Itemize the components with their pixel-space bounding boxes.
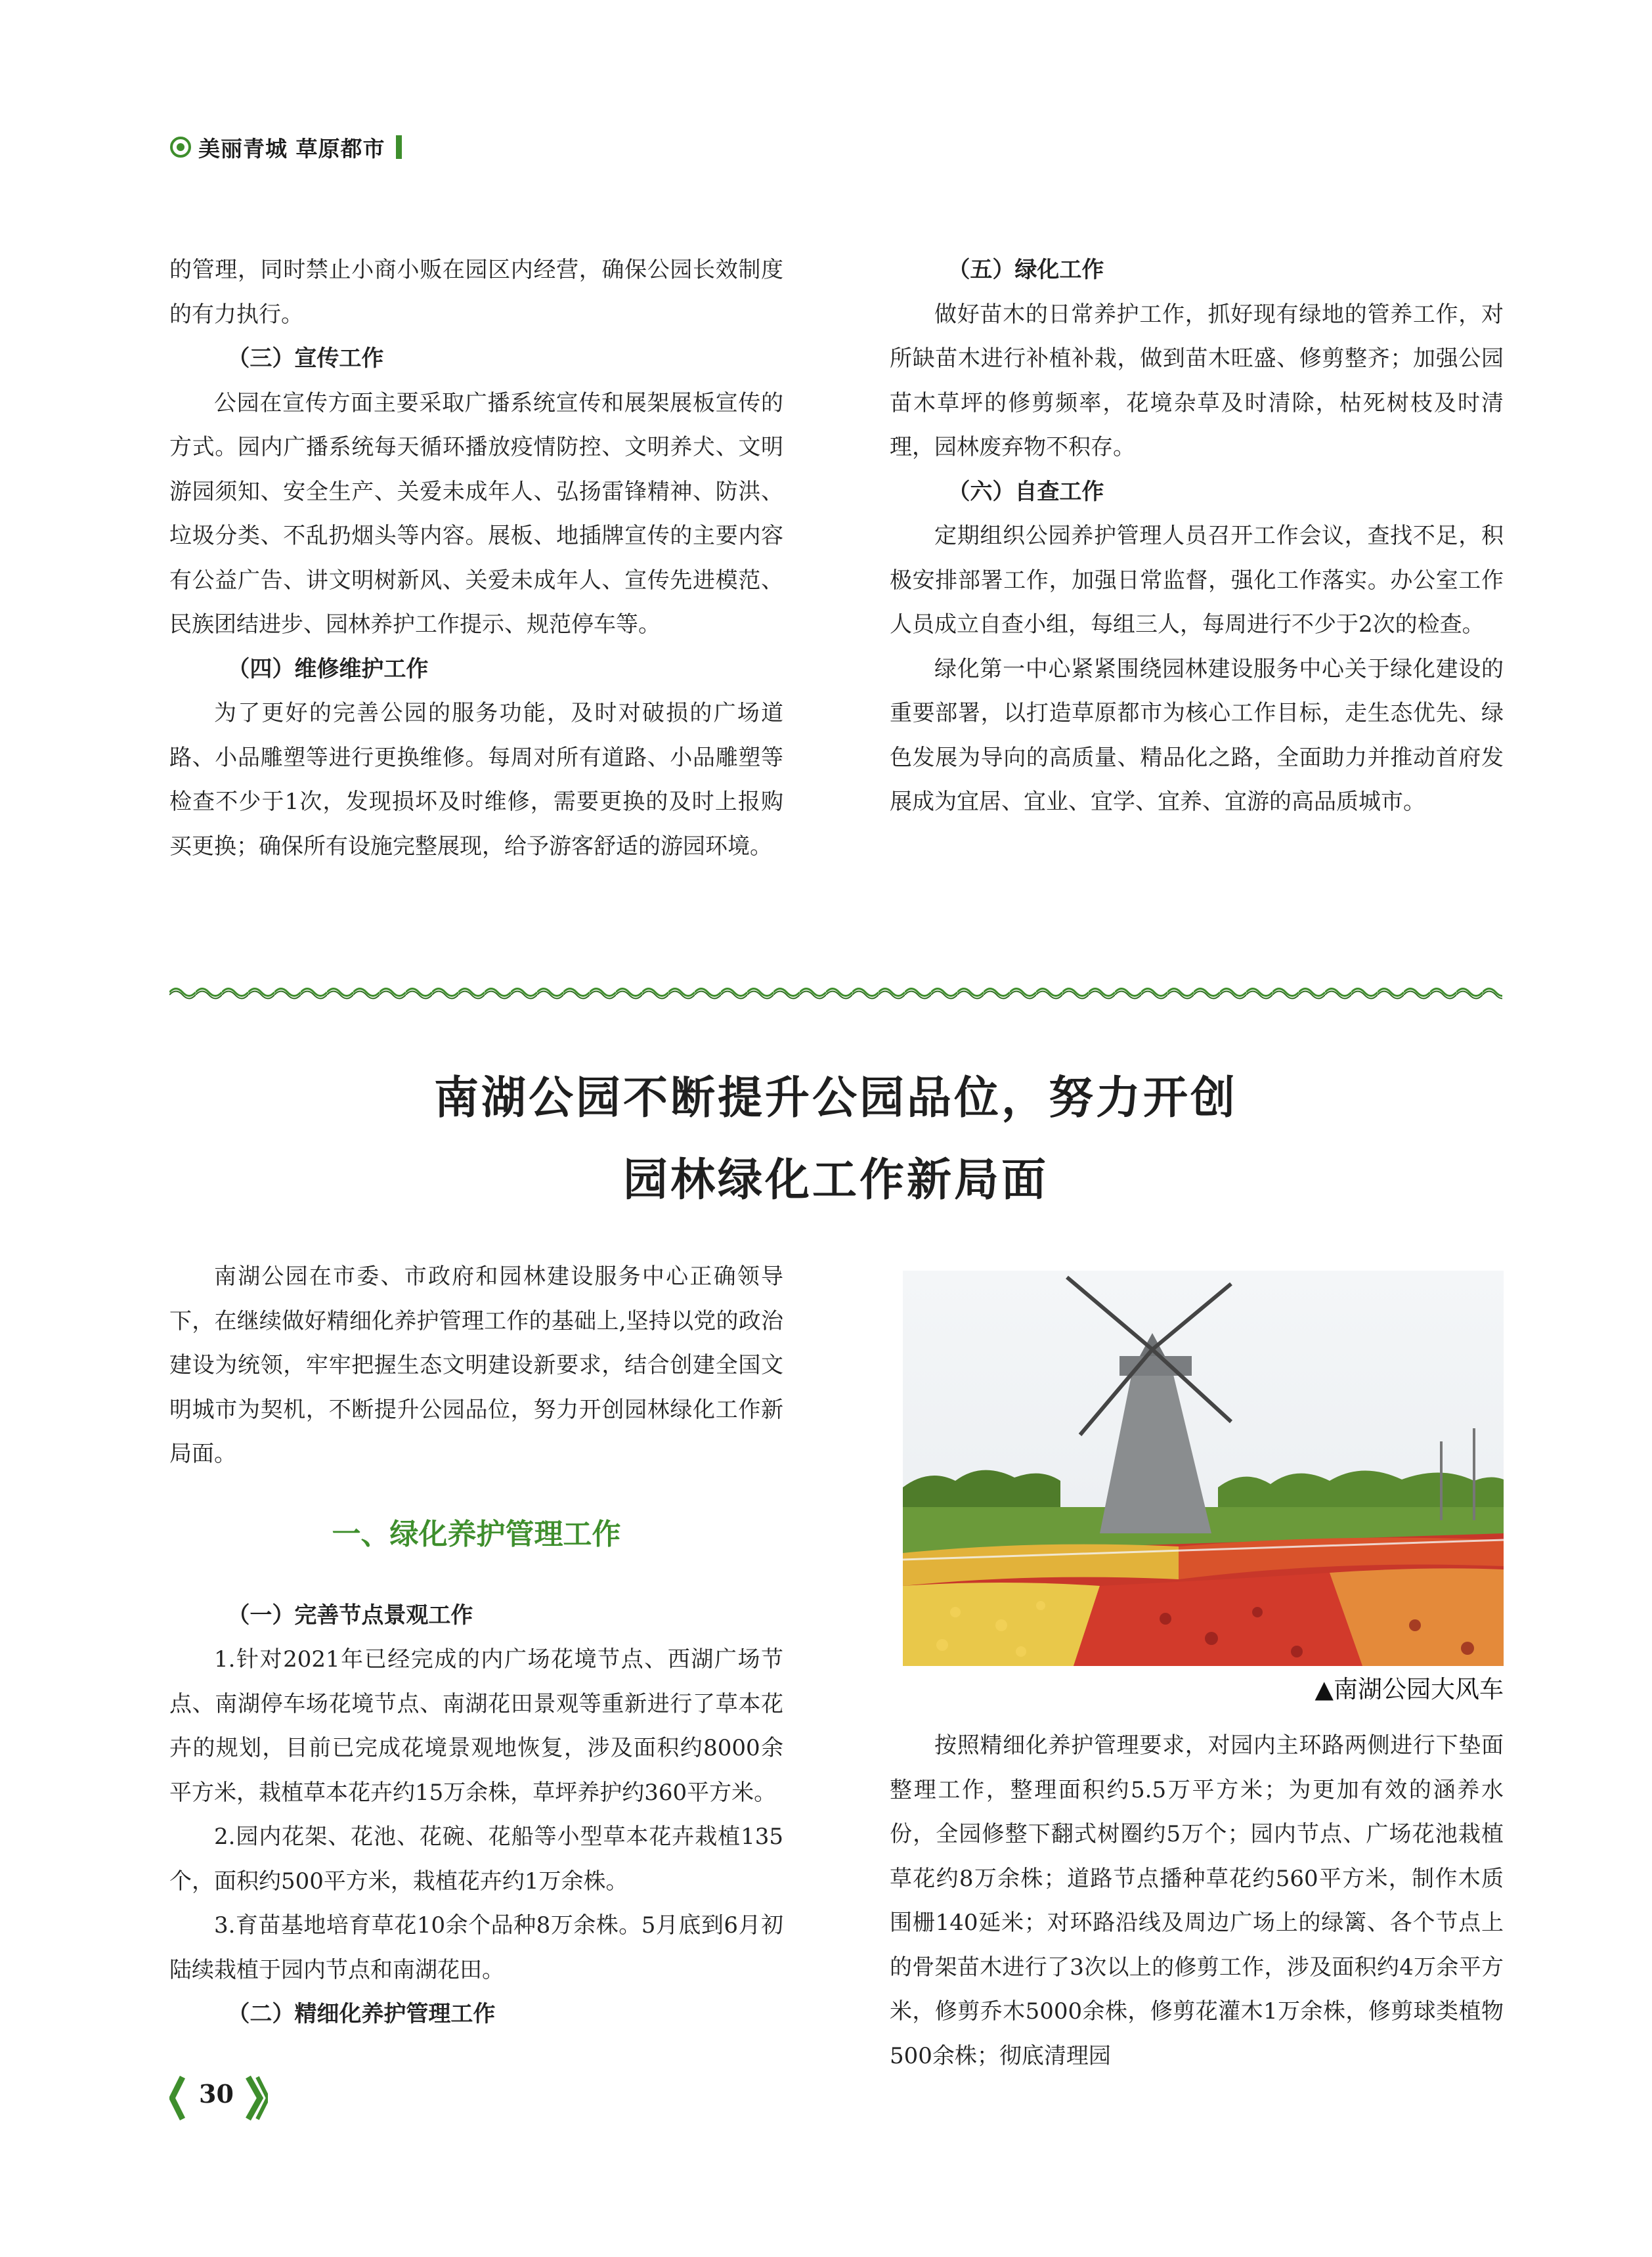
paragraph: 定期组织公园养护管理人员召开工作会议，查找不足，积极安排部署工作，加强日常监督，强化工作落实。办公室工作人员成立自查小组，每组三人，每周进行不少于2次的检查。 [890,523,1504,638]
left-column-bottom [169,1255,783,2037]
subheading: （六）自查工作 [947,478,1104,505]
article-title-line-1: 南湖公园不断提升公园品位，努力开创 [433,1072,1238,1124]
running-header [169,129,402,165]
photo-caption: ▲南湖公园大风车 [1315,1675,1504,1703]
windmill-photo [903,1271,1504,1666]
paragraph: 3.育苗基地培育草花10余个品种8万余株。5月底到6月初陆续栽植于园内节点和南湖花田。 [169,1912,783,1983]
subheading: （四）维修维护工作 [227,655,429,682]
paragraph: 做好苗木的日常养护工作，抓好现有绿地的管养工作，对所缺苗木进行补植补栽，做到苗木旺盛、修剪整齐；加强公园苗木草坪的修剪频率，花境杂草及时清除，枯死树枝及时清理，园林废弃物不积存。 [890,301,1504,460]
circle-logo-icon [169,136,192,158]
subheading: （三）宣传工作 [227,345,384,372]
paragraph: 的管理，同时禁止小商小贩在园区内经营，确保公园长效制度的有力执行。 [169,257,783,328]
right-column-bottom [890,1724,1504,2078]
windmill-illustration [903,1271,1504,1666]
header-bar [396,135,402,159]
left-column-top [169,248,783,869]
subheading: （二）精细化养护管理工作 [227,2001,496,2027]
paragraph: 南湖公园在市委、市政府和园林建设服务中心正确领导下，在继续做好精细化养护管理工作的基础上,坚持以党的政治建设为统领，牢牢把握生态文明建设新要求，结合创建全国文明城市为契机，不断提升公园品位，努力开创园林绿化工作新局面。 [169,1263,783,1467]
paragraph: 公园在宣传方面主要采取广播系统宣传和展架展板宣传的方式。园内广播系统每天循环播放疫情防控、文明养犬、文明游园须知、安全生产、关爱未成年人、弘扬雷锋精神、防洪、垃圾分类、不乱扔烟头等内容。展板、地插牌宣传的主要内容有公益广告、讲文明树新风、关爱未成年人、宣传先进模范、民族团结进步、园林养护工作提示、规范停车等。 [169,389,783,638]
wave-divider [169,982,1502,1002]
paragraph: 绿化第一中心紧紧围绕园林建设服务中心关于绿化建设的重要部署，以打造草原都市为核心工作目标，走生态优先、绿色发展为导向的高质量、精品化之路，全面助力并推动首府发展成为宜居、宜业、宜学、宜养、宜游的高品质城市。 [890,655,1504,815]
right-column-top [890,248,1504,825]
paragraph: 按照精细化养护管理要求，对园内主环路两侧进行下垫面整理工作，整理面积约5.5万平方米；为更加有效的涵养水份，全园修整下翻式树圈约5万个；园内节点、广场花池栽植草花约8万余株；道路节点播种草花约560平方米，制作木质围栅140延米；对环路沿线及周边广场上的绿篱、各个节点上的骨架苗木进行了3次以上的修剪工作，涉及面积约4万余平方米，修剪乔木5000余株，修剪花灌木1万余株，修剪球类植物500余株；彻底清理园 [890,1732,1504,2069]
page-number: 30 [199,2079,234,2109]
paragraph: 2.园内花架、花池、花碗、花船等小型草本花卉栽植135个，面积约500平方米，栽植花卉约1万余株。 [169,1824,783,1895]
paragraph: 为了更好的完善公园的服务功能，及时对破损的广场道路、小品雕塑等进行更换维修。每周对所有道路、小品雕塑等检查不少于1次，发现损坏及时维修，需要更换的及时上报购买更换；确保所有设施完整展现，给予游客舒适的游园环境。 [169,700,783,860]
paragraph: 1.针对2021年已经完成的内广场花境节点、西湖广场节点、南湖停车场花境节点、南湖花田景观等重新进行了草本花卉的规划，目前已完成花境景观地恢复，涉及面积约8000余平方米，栽植草本花卉约15万余株，草坪养护约360平方米。 [169,1646,783,1806]
subheading: （一）完善节点景观工作 [227,1602,473,1629]
article-title-line-2: 园林绿化工作新局面 [622,1154,1049,1206]
section-heading: 一、绿化养护管理工作 [332,1517,621,1551]
header-title: 美丽青城 草原都市 [198,135,385,162]
subheading: （五）绿化工作 [947,257,1104,283]
